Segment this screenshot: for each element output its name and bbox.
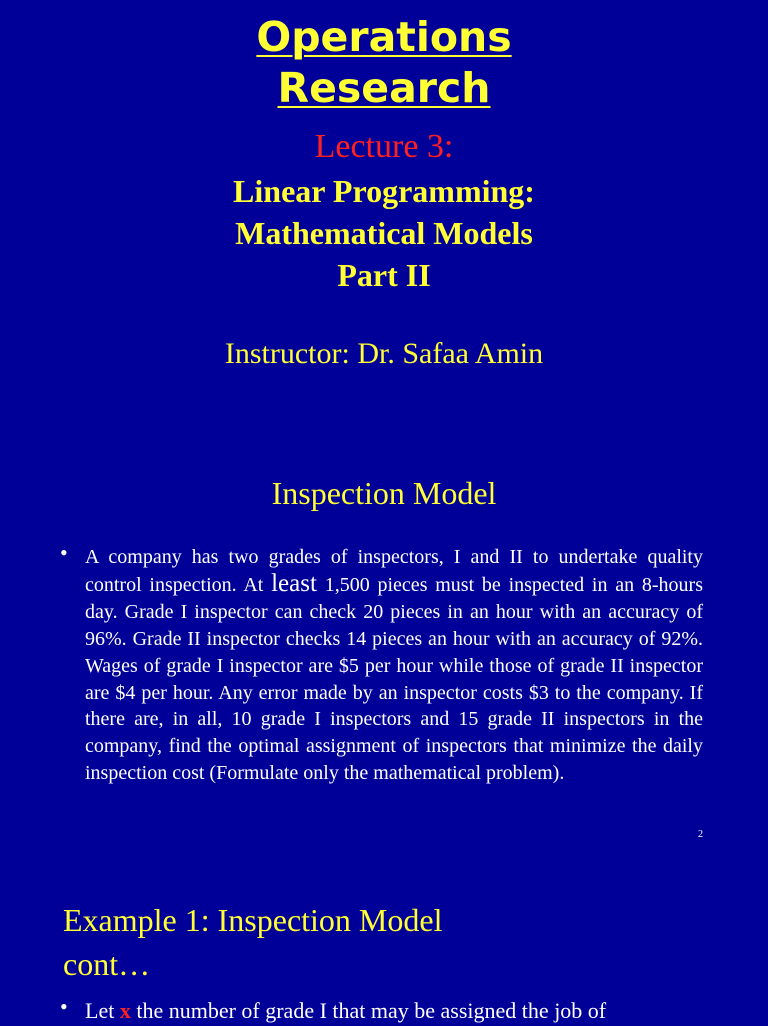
definition-text-part2: the number of grade I that may be assigned the job of	[130, 998, 607, 1023]
lecture-number: Lecture 3:	[314, 128, 454, 165]
slide-title	[63, 898, 583, 986]
slide-title-line1: Example 1: Inspection Model	[63, 902, 443, 938]
definition-text-part1: Let	[85, 998, 120, 1023]
problem-text-part2: 1,500 pieces must be inspected in an 8-hours day. Grade I inspector can check 20 pieces in an hour with an accuracy of 96%. Grade II inspector checks 14 pieces an hour with an accuracy of 92%. Wages of grade I inspector are $5 per hour while those of grade II inspector are $4 per hour. Any error made by an inspector costs $3 to the company. If there are, in all, 10 grade I inspectors and 15 grade II inspectors in the company, find the optimal assignment of inspectors that minimize the daily inspection cost (Formulate only the mathematical problem).	[85, 573, 703, 785]
variable-x: x	[119, 998, 131, 1023]
subtitle-line3: Part II	[337, 257, 431, 293]
course-title-line2: Research	[277, 64, 491, 112]
problem-statement	[85, 544, 703, 787]
subtitle-line1: Linear Programming:	[233, 173, 535, 209]
bullet-icon: •	[60, 994, 68, 1019]
course-title-line1: Operations	[256, 13, 512, 61]
course-title	[0, 12, 768, 114]
problem-text-emphasis: least	[271, 569, 317, 597]
lecture-subtitle	[0, 170, 768, 296]
variable-definition	[85, 996, 745, 1026]
slide-title: Inspection Model	[271, 475, 497, 511]
slide-title-line2: cont…	[63, 946, 151, 982]
bullet-icon: •	[60, 540, 68, 565]
problem-text-part1: A company has two grades of inspectors, I and II to undertake quality control inspection. At	[85, 546, 703, 596]
page-number: 2	[698, 829, 703, 840]
subtitle-line2: Mathematical Models	[235, 215, 533, 251]
instructor-name: Instructor: Dr. Safaa Amin	[224, 337, 544, 370]
